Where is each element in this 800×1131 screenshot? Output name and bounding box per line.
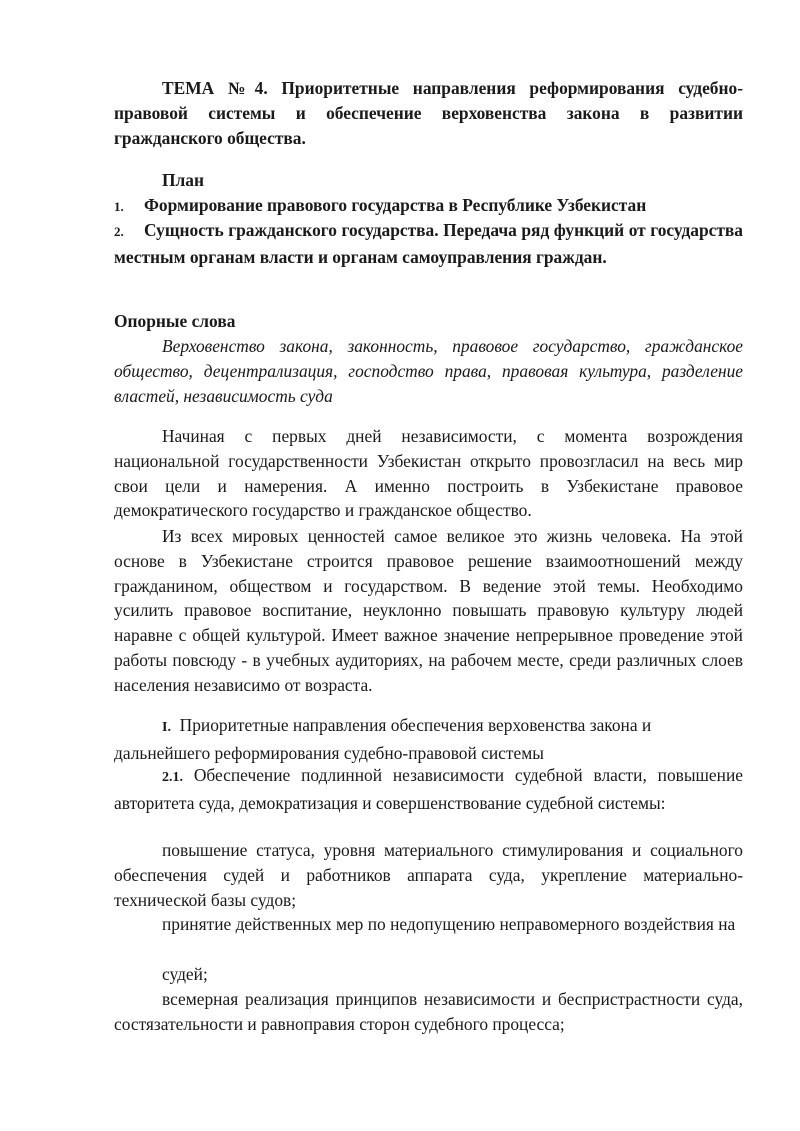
bullet-item-3: всемерная реализация принципов независимости и беспристрастности суда, состязательности и равноправия сторон судебного процесса; — [114, 989, 743, 1034]
bullet-item-1: повышение статуса, уровня материального стимулирования и социального обеспечения судей и работников аппарата суда, укрепление материально-технической базы судов; — [114, 840, 743, 910]
plan-item-number: 1. — [114, 199, 124, 214]
section-title: Приоритетные направления обеспечения верховенства закона и дальнейшего реформирования судебно-правовой системы — [114, 715, 652, 763]
plan-item-text: Формирование правового государства в Республике Узбекистан — [144, 195, 647, 215]
paragraph-2: Из всех мировых ценностей самое великое это жизнь человека. На этой основе в Узбекистане строится правовое решение взаимоотношений между гражданином, обществом и государством. В ведение этой темы. Необходимо усилить правовое воспитание, неуклонно повышать правовую культуру людей наравне с общей культурой. Имеет важное значение непрерывное проведение этой работы повсюду - в учебных аудиториях, на рабочем месте, среди различных слоев населения независимо от возраста. — [114, 526, 743, 695]
keywords-text: Верховенство закона, законность, правовое государство, гражданское общество, децентрализация, господство права, правовая культура, разделение властей, независимость суда — [114, 336, 743, 406]
plan-item-text: Сущность гражданского государства. Передача ряд функций от государства местным органам власти и органам самоуправления граждан. — [114, 220, 743, 267]
plan-item-2 — [114, 218, 743, 270]
section-number: I. — [162, 720, 171, 735]
plan-heading: План — [162, 170, 204, 190]
subsection-number: 2.1. — [162, 770, 183, 785]
section-heading — [114, 713, 743, 766]
keywords-heading: Опорные слова — [114, 311, 236, 331]
subsection-title: Обеспечение подлинной независимости судебной власти, повышение авторитета суда, демократизация и совершенствование судебной системы: — [114, 765, 743, 813]
bullet-item-2-continuation: судей; — [162, 964, 208, 984]
paragraph-1: Начиная с первых дней независимости, с момента возрождения национальной государственности Узбекистан открыто провозгласил на весь мир свои цели и намерения. А именно построить в Узбекистане правовое демократического государство и гражданское общество. — [114, 426, 743, 521]
subsection-heading — [114, 763, 743, 816]
plan-item-number: 2. — [114, 224, 124, 239]
bullet-item-2: принятие действенных мер по недопущению неправомерного воздействия на — [162, 914, 736, 934]
document-title: ТЕМА №4. Приоритетные направления реформирования судебно-правовой системы и обеспечение верховенства закона в развитии гражданского общества. — [114, 78, 743, 148]
plan-item-1 — [114, 193, 743, 220]
